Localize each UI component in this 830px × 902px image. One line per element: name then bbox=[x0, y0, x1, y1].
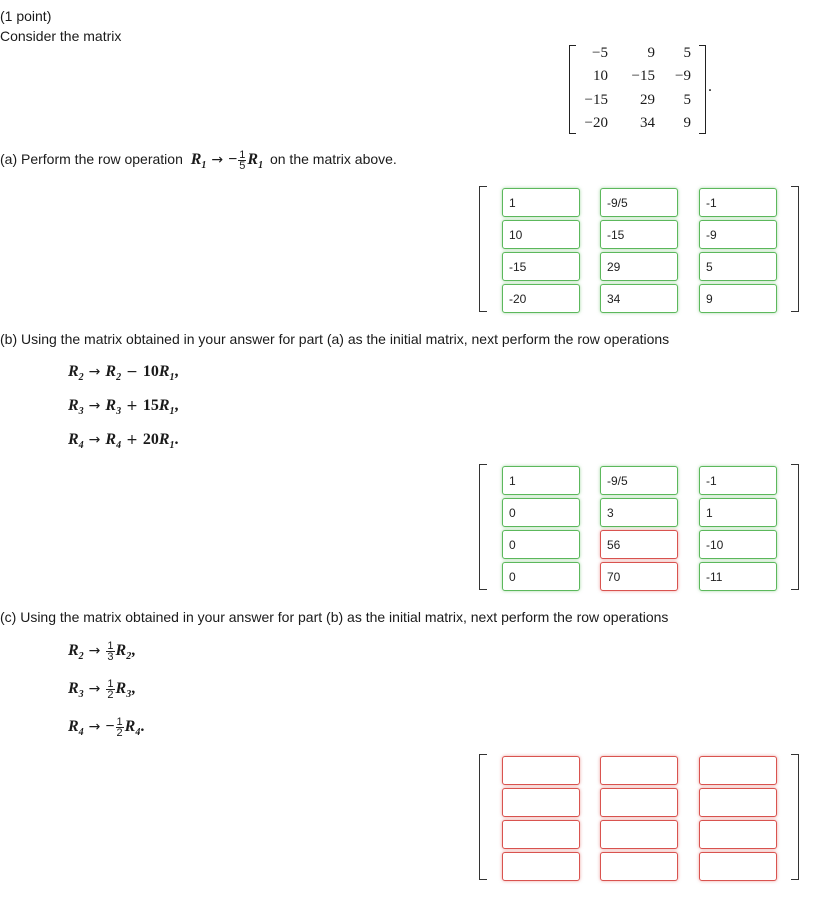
part-a-answer-input[interactable] bbox=[699, 252, 777, 281]
part-b-answer-input[interactable] bbox=[600, 466, 678, 495]
arrow-icon: → bbox=[211, 152, 224, 169]
part-a-sign: − bbox=[228, 151, 238, 169]
part-c-answer-input[interactable] bbox=[502, 852, 580, 881]
part-a-suffix: on the matrix above. bbox=[269, 151, 397, 168]
part-a-prompt bbox=[0, 150, 397, 171]
given-matrix-right-bracket bbox=[699, 45, 706, 134]
given-cell: −15 bbox=[584, 92, 608, 108]
part-a-answer-input[interactable] bbox=[502, 220, 580, 249]
part-c-answer-input[interactable] bbox=[600, 820, 678, 849]
given-cell: −9 bbox=[675, 68, 691, 84]
part-a-fraction: $\frac{1}{5}$ bbox=[239, 149, 246, 172]
part-b-answer-input[interactable] bbox=[502, 498, 580, 527]
given-cell: −5 bbox=[592, 45, 608, 61]
part-c-prompt: (c) Using the matrix obtained in your answer for part (b) as the initial matrix, next perform the row operations bbox=[0, 609, 669, 625]
part-b-op-3: $R_4 \to R_4 + 20R_1$. bbox=[68, 431, 179, 452]
part-b-right-bracket bbox=[791, 464, 799, 590]
part-c-op-2: $R_3$ → $\frac{1}{2}$ $R_3$, bbox=[68, 678, 136, 701]
part-a-answer-input[interactable] bbox=[502, 284, 580, 313]
part-b-answer-input[interactable] bbox=[502, 562, 580, 591]
points-label: (1 point) bbox=[0, 8, 52, 24]
part-a-answer-input[interactable] bbox=[600, 220, 678, 249]
part-c-answer-input[interactable] bbox=[600, 756, 678, 785]
part-b-answer-input[interactable] bbox=[699, 530, 777, 559]
part-a-left-bracket bbox=[479, 186, 487, 312]
part-b-answer-input[interactable] bbox=[699, 562, 777, 591]
part-b-answer-input[interactable] bbox=[600, 498, 678, 527]
given-cell: 5 bbox=[683, 45, 691, 61]
part-a-answer-input[interactable] bbox=[699, 284, 777, 313]
part-a-answer-input[interactable] bbox=[600, 284, 678, 313]
part-b-left-bracket bbox=[479, 464, 487, 590]
arrow-icon: → bbox=[88, 643, 101, 660]
part-c-right-bracket bbox=[791, 754, 799, 880]
given-cell: 9 bbox=[647, 45, 655, 61]
part-a-rhs: $R_1$ bbox=[247, 151, 264, 172]
part-a-answer-input[interactable] bbox=[600, 252, 678, 281]
part-a-answer-input[interactable] bbox=[699, 220, 777, 249]
given-cell: 10 bbox=[593, 68, 608, 84]
part-b-op-1: $R_2 \to R_2 - 10R_1$, bbox=[68, 363, 179, 384]
part-a-prefix: (a) Perform the row operation bbox=[0, 151, 183, 168]
part-b-prompt: (b) Using the matrix obtained in your answer for part (a) as the initial matrix, next perform the row operations bbox=[0, 331, 670, 347]
part-a-right-bracket bbox=[791, 186, 799, 312]
part-c-answer-input[interactable] bbox=[699, 756, 777, 785]
part-a-answer-input[interactable] bbox=[600, 188, 678, 217]
arrow-icon: → bbox=[88, 398, 101, 414]
part-a-answer-input[interactable] bbox=[502, 252, 580, 281]
part-c-answer-input[interactable] bbox=[502, 820, 580, 849]
arrow-icon: → bbox=[88, 432, 101, 448]
part-b-answer-input[interactable] bbox=[502, 530, 580, 559]
part-a-answer-input[interactable] bbox=[699, 188, 777, 217]
part-b-answer-input[interactable] bbox=[699, 498, 777, 527]
given-cell: −20 bbox=[584, 115, 608, 131]
part-c-answer-input[interactable] bbox=[502, 756, 580, 785]
part-c-answer-input[interactable] bbox=[502, 788, 580, 817]
part-b-answer-input[interactable] bbox=[502, 466, 580, 495]
part-a-answer-input[interactable] bbox=[502, 188, 580, 217]
given-cell: 9 bbox=[683, 115, 691, 131]
part-b-answer-input-incorrect[interactable] bbox=[600, 562, 678, 591]
part-b-answer-input-incorrect[interactable] bbox=[600, 530, 678, 559]
given-cell: 5 bbox=[683, 92, 691, 108]
part-a-lhs: $R_1$ bbox=[190, 151, 207, 172]
given-cell: 34 bbox=[640, 115, 655, 131]
part-c-op-3: $R_4$ → − $\frac{1}{2}$ $R_4$. bbox=[68, 716, 145, 739]
given-matrix-period: . bbox=[708, 78, 712, 95]
prompt-text: Consider the matrix bbox=[0, 28, 122, 44]
arrow-icon: → bbox=[88, 364, 101, 380]
part-c-left-bracket bbox=[479, 754, 487, 880]
arrow-icon: → bbox=[88, 719, 101, 736]
part-c-op-1: $R_2$ → $\frac{1}{3}$ $R_2$, bbox=[68, 640, 136, 663]
given-cell: −15 bbox=[631, 68, 655, 84]
given-cell: 29 bbox=[640, 92, 655, 108]
part-b-answer-input[interactable] bbox=[699, 466, 777, 495]
part-c-answer-input[interactable] bbox=[600, 852, 678, 881]
arrow-icon: → bbox=[88, 681, 101, 698]
part-b-op-2: $R_3 \to R_3 + 15R_1$, bbox=[68, 397, 179, 418]
part-c-answer-input[interactable] bbox=[699, 788, 777, 817]
part-c-answer-input[interactable] bbox=[699, 852, 777, 881]
part-c-answer-input[interactable] bbox=[699, 820, 777, 849]
part-c-answer-input[interactable] bbox=[600, 788, 678, 817]
